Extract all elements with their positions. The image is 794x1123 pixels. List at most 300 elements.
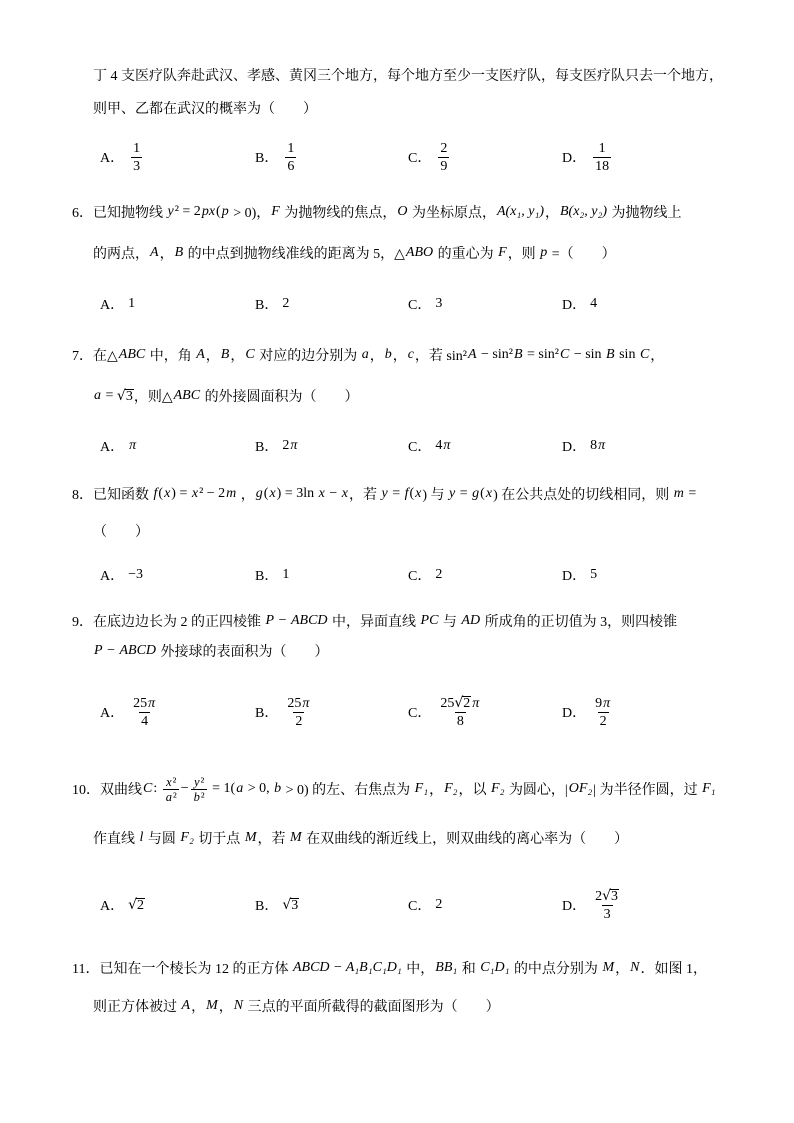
fraction-denominator <box>293 712 304 730</box>
text-run: ( <box>158 486 164 501</box>
option-value <box>590 567 597 583</box>
math-symbol: b <box>193 789 200 804</box>
option-label: B． <box>255 899 279 914</box>
option-value <box>590 296 597 312</box>
text-run: 2 <box>595 888 603 904</box>
fraction-denominator <box>602 905 613 923</box>
text-run: √ 3 <box>125 388 133 404</box>
text-run: = <box>388 486 404 501</box>
text-run: 中，角 <box>146 349 196 364</box>
math-symbol: M <box>244 830 257 845</box>
math-symbol: ABCD <box>119 643 157 658</box>
text-run: 9 <box>595 695 603 711</box>
text-run: 25 <box>287 695 302 711</box>
math-symbol: a <box>165 789 172 804</box>
math-symbol: A(x₁, y₁) <box>496 204 544 219</box>
text-run: ， <box>159 247 174 262</box>
math-symbol: C <box>639 347 650 362</box>
option-label: B． <box>255 706 279 721</box>
fraction <box>593 888 621 923</box>
option-value <box>128 140 145 175</box>
math-symbol: b <box>274 781 282 796</box>
radicand <box>610 889 619 904</box>
math-symbol: π <box>603 695 611 711</box>
text-run: ( <box>480 486 485 501</box>
option-label: A． <box>100 899 125 914</box>
question-line <box>93 519 149 543</box>
option-label: D． <box>562 569 587 584</box>
text-run: > 0) 的左、右焦点为 <box>282 783 414 798</box>
math-symbol: f <box>404 486 409 501</box>
option-value <box>282 296 289 312</box>
question-number: 8． <box>72 488 93 503</box>
question-line <box>72 200 682 224</box>
math-symbol: x <box>415 486 422 501</box>
fraction-numerator <box>163 775 178 789</box>
text-run: 2 <box>440 140 448 156</box>
text-run: 1 <box>282 567 290 582</box>
option-b <box>255 426 298 466</box>
options-row <box>0 284 794 324</box>
text-run: 3 <box>133 158 141 174</box>
text-run: 的外接圆面积为（ ） <box>201 390 359 405</box>
math-symbol: A <box>196 347 205 362</box>
option-value <box>435 140 452 175</box>
square-root <box>128 897 145 913</box>
text-run: > 0)， <box>229 206 271 221</box>
text-run: 与圆 <box>144 832 180 847</box>
text-run: − sin <box>570 347 606 362</box>
option-value <box>128 695 161 730</box>
text-run: =（ ） <box>548 247 616 262</box>
option-d <box>562 426 606 466</box>
math-symbol: PC <box>420 613 439 628</box>
math-symbol: x <box>318 486 325 501</box>
text-run: 6 <box>287 158 295 174</box>
text-run: （ ） <box>93 525 149 540</box>
math-symbol: ABCD <box>290 613 328 628</box>
question-line <box>72 956 707 980</box>
question-line <box>72 774 717 804</box>
text-run: ，若 sin² <box>414 349 467 364</box>
text-run: 的两点， <box>93 247 149 262</box>
text-run: 的重心为 <box>434 247 498 262</box>
option-a <box>100 284 135 324</box>
fraction-denominator <box>131 157 142 175</box>
fraction <box>163 775 179 804</box>
text-run: 在双曲线的渐近线上，则双曲线的离心率为（ ） <box>302 832 629 847</box>
math-symbol: p <box>540 245 548 260</box>
text-run: ( <box>216 204 221 219</box>
math-symbol: P <box>94 643 103 658</box>
text-run: ² <box>172 774 177 789</box>
text-run: ， <box>650 349 665 364</box>
fraction-denominator <box>593 157 611 175</box>
text-run: 4 <box>590 296 598 311</box>
math-symbol: y <box>193 774 200 789</box>
option-value <box>282 140 299 175</box>
fraction-denominator <box>598 712 609 730</box>
math-symbol: B <box>513 347 523 362</box>
math-symbol: F₁ <box>702 781 716 796</box>
text-run: : <box>153 781 161 796</box>
question-line <box>72 609 677 633</box>
question-line <box>93 241 616 265</box>
fraction <box>285 695 312 730</box>
text-run: − <box>325 486 341 501</box>
options-row <box>0 555 794 595</box>
option-value <box>128 438 137 454</box>
text-run: 3 <box>603 906 611 922</box>
square-root <box>117 388 134 404</box>
option-d <box>562 555 597 595</box>
math-symbol: x <box>341 486 348 501</box>
math-symbol: B <box>174 245 184 260</box>
option-label: B． <box>255 440 279 455</box>
text-run: 则甲、乙都在武汉的概率为（ ） <box>93 102 317 117</box>
math-symbol: F₂ <box>444 781 458 796</box>
fraction <box>131 695 158 730</box>
math-symbol: π <box>290 438 298 453</box>
question-line <box>72 343 664 367</box>
question-number: 6． <box>72 206 93 221</box>
option-value <box>435 438 451 454</box>
math-symbol: x <box>191 486 199 501</box>
option-label: C． <box>408 899 432 914</box>
option-label: D． <box>562 151 587 166</box>
option-label: A． <box>100 151 125 166</box>
text-run: 三点的平面所截得的截面图形为（ ） <box>244 1000 500 1015</box>
text-run: ，则 <box>507 247 540 262</box>
fraction-numerator <box>191 775 206 789</box>
text-run: ， <box>230 349 245 364</box>
square-root <box>282 897 299 913</box>
math-symbol: a <box>94 388 101 403</box>
fraction-numerator <box>593 888 621 905</box>
text-run: 双曲线 <box>100 783 142 798</box>
option-a <box>100 137 145 177</box>
text-run: 中， <box>402 962 435 977</box>
text-run: = 1( <box>208 781 236 796</box>
math-symbol: π <box>302 695 310 711</box>
text-run: 25 <box>440 695 455 711</box>
option-label: D． <box>562 899 587 914</box>
text-run: | 为半径作圆，过 <box>593 783 702 798</box>
text-run: ) = <box>171 486 191 501</box>
math-symbol: C <box>143 781 153 796</box>
option-a <box>100 555 143 595</box>
math-symbol: c <box>407 347 414 362</box>
fraction-denominator <box>455 712 466 730</box>
option-value <box>282 897 299 913</box>
math-symbol: C₁D₁ <box>480 960 510 975</box>
math-symbol: π <box>443 438 451 453</box>
text-run: − <box>275 613 290 628</box>
text-run: − <box>180 781 189 796</box>
fraction-numerator <box>593 695 613 712</box>
math-symbol: π <box>598 438 606 453</box>
text-run: − <box>103 643 119 658</box>
math-symbol: x <box>164 486 171 501</box>
options-row <box>0 692 794 732</box>
text-run: √ 2 <box>137 897 145 913</box>
question-line <box>93 826 628 850</box>
option-b <box>255 284 289 324</box>
text-run: 4 <box>141 713 149 729</box>
option-c <box>408 284 442 324</box>
text-run: √ 3 <box>611 888 619 904</box>
fraction-numerator <box>131 140 142 157</box>
text-run: > 0, <box>244 781 274 796</box>
text-run: ² − 2 <box>199 486 226 501</box>
math-symbol: x <box>485 486 493 501</box>
question-line <box>93 63 723 87</box>
text-run: − sin² <box>477 347 513 362</box>
radicand <box>290 898 299 913</box>
text-run: 2 <box>282 296 290 311</box>
text-run: 已知函数 <box>93 488 153 503</box>
text-run: ) 与 <box>422 488 449 503</box>
text-run: 2 <box>295 713 303 729</box>
option-b <box>255 555 289 595</box>
option-label: B． <box>255 569 279 584</box>
option-label: A． <box>100 298 125 313</box>
option-c <box>408 426 451 466</box>
text-run: ² <box>200 774 205 789</box>
radicand <box>136 898 145 913</box>
option-b <box>255 137 299 177</box>
option-value <box>590 695 616 730</box>
text-run: ² <box>172 789 177 804</box>
question-line <box>93 994 500 1018</box>
option-value <box>435 695 485 730</box>
text-run: 为坐标原点， <box>408 206 496 221</box>
math-symbol: BB₁ <box>435 960 458 975</box>
option-c <box>408 137 452 177</box>
text-run: ．如图 1， <box>640 962 707 977</box>
text-run: = <box>102 388 117 403</box>
option-d <box>562 284 597 324</box>
text-run: 为圆心，| <box>505 783 568 798</box>
text-run: √ 3 <box>291 897 299 913</box>
math-symbol: B <box>220 347 230 362</box>
math-symbol: g <box>472 486 480 501</box>
text-run: 在底边边长为 2 的正四棱锥 <box>93 615 265 630</box>
math-symbol: N <box>630 960 640 975</box>
math-symbol: a <box>361 347 369 362</box>
math-symbol: P <box>265 613 275 628</box>
math-symbol: ABO <box>405 245 434 260</box>
options-row <box>0 137 794 177</box>
text-run: 8 <box>590 438 598 453</box>
math-symbol: π <box>472 695 480 711</box>
option-label: B． <box>255 298 279 313</box>
text-run: 1 <box>598 140 606 156</box>
math-symbol: C <box>559 347 570 362</box>
text-run: 9 <box>440 158 448 174</box>
question-line <box>93 384 359 408</box>
text-run: = <box>456 486 472 501</box>
option-value <box>590 140 614 175</box>
math-symbol: OF₂ <box>568 781 593 796</box>
square-root <box>602 888 619 905</box>
math-symbol: g <box>255 486 263 501</box>
text-run: ) = 3ln <box>276 486 318 501</box>
text-run: ， <box>369 349 384 364</box>
options-row <box>0 885 794 925</box>
text-run: ，则△ <box>133 390 173 405</box>
question-line <box>93 639 329 663</box>
text-run: ² = 2 <box>174 204 201 219</box>
fraction <box>438 695 482 730</box>
text-run: ，以 <box>458 783 491 798</box>
math-symbol: y <box>167 204 174 219</box>
option-b <box>255 692 315 732</box>
text-run: ) 在公共点处的切线相同，则 <box>493 488 673 503</box>
option-label: C． <box>408 706 432 721</box>
fraction <box>593 695 613 730</box>
text-run: 已知在一个棱长为 12 的正方体 <box>99 962 292 977</box>
option-d <box>562 885 624 925</box>
text-run: 2 <box>282 438 290 453</box>
fraction-denominator <box>163 789 179 804</box>
text-run: 4 <box>435 438 443 453</box>
option-label: A． <box>100 569 125 584</box>
option-value <box>435 296 442 312</box>
option-value <box>282 438 298 454</box>
math-symbol: m <box>673 486 684 501</box>
radicand <box>125 389 134 404</box>
text-run: −3 <box>128 567 144 582</box>
text-run: 和 <box>458 962 480 977</box>
option-label: C． <box>408 151 432 166</box>
option-value <box>282 567 289 583</box>
text-run: ² <box>200 789 205 804</box>
fraction-numerator <box>597 140 608 157</box>
option-value <box>282 695 315 730</box>
math-symbol: F <box>271 204 280 219</box>
text-run: ， <box>615 962 630 977</box>
math-symbol: B(x₂, y₂) <box>560 204 608 219</box>
option-value <box>590 438 606 454</box>
option-label: D． <box>562 706 587 721</box>
math-symbol: m <box>226 486 237 501</box>
fraction <box>593 140 611 175</box>
math-symbol: π <box>129 438 137 453</box>
text-run: ，若 <box>348 488 381 503</box>
math-symbol: C <box>245 347 255 362</box>
math-symbol: F₂ <box>180 830 194 845</box>
fraction-denominator <box>139 712 150 730</box>
math-symbol: y <box>381 486 388 501</box>
option-label: D． <box>562 298 587 313</box>
math-symbol: ABC <box>173 388 201 403</box>
math-symbol: N <box>233 998 244 1013</box>
text-run: 5 <box>590 567 598 582</box>
math-symbol: x <box>166 774 172 789</box>
text-run: 1 <box>287 140 295 156</box>
text-run: 2 <box>435 567 443 582</box>
text-run: 2 <box>599 713 607 729</box>
math-symbol: ABCD − A₁B₁C₁D₁ <box>292 960 402 975</box>
fraction-denominator <box>285 157 296 175</box>
option-value <box>128 897 145 913</box>
text-run: 的中点分别为 <box>510 962 602 977</box>
math-symbol: A <box>467 347 477 362</box>
option-value <box>590 888 624 923</box>
option-label: C． <box>408 569 432 584</box>
fraction <box>285 140 296 175</box>
option-label: A． <box>100 706 125 721</box>
text-run: sin <box>615 347 639 362</box>
option-d <box>562 137 614 177</box>
question-line <box>93 96 317 120</box>
question-number: 11． <box>72 962 100 977</box>
text-run: ( <box>409 486 415 501</box>
option-a <box>100 885 145 925</box>
text-run: ，若 <box>257 832 289 847</box>
text-run: ， <box>205 349 220 364</box>
text-run: 已知抛物线 <box>93 206 167 221</box>
text-run: ， <box>392 349 407 364</box>
text-run: 1 <box>133 140 141 156</box>
fraction <box>191 775 207 804</box>
math-symbol: a <box>236 781 244 796</box>
option-label: A． <box>100 440 125 455</box>
option-value <box>128 296 135 312</box>
text-run: ， <box>545 206 559 221</box>
text-run: 在△ <box>93 349 118 364</box>
question-number: 9． <box>72 615 93 630</box>
text-run: 丁 4 支医疗队奔赴武汉、孝感、黄冈三个地方，每个地方至少一支医疗队，每支医疗队只去一个地方， <box>93 69 723 84</box>
text-run: 则正方体被过 <box>93 1000 181 1015</box>
text-run: 的中点到抛物线准线的距离为 5，△ <box>184 247 405 262</box>
text-run: ， <box>191 1000 206 1015</box>
math-symbol: y <box>449 486 456 501</box>
text-run: = sin² <box>523 347 559 362</box>
text-run: = <box>684 486 697 501</box>
option-c <box>408 692 485 732</box>
math-symbol: F₁ <box>414 781 429 796</box>
math-symbol: F <box>498 245 507 260</box>
text-run: 中，异面直线 <box>328 615 420 630</box>
fraction-numerator <box>131 695 158 712</box>
text-run: 作直线 <box>93 832 139 847</box>
math-symbol: A <box>150 245 159 260</box>
option-label: C． <box>408 298 432 313</box>
text-run: ， <box>218 1000 233 1015</box>
text-run: 2 <box>435 897 443 912</box>
radicand <box>462 696 471 711</box>
fraction-numerator <box>285 140 296 157</box>
option-value <box>435 897 442 913</box>
math-symbol: l <box>139 830 144 845</box>
math-symbol: F₂ <box>491 781 505 796</box>
options-row <box>0 426 794 466</box>
math-symbol: B <box>606 347 615 362</box>
text-run: 3 <box>435 296 443 311</box>
text-run: 为抛物线的焦点， <box>280 206 397 221</box>
option-a <box>100 426 137 466</box>
math-symbol: M <box>206 998 218 1013</box>
option-b <box>255 885 299 925</box>
fraction-denominator <box>191 789 207 804</box>
text-run: 18 <box>595 158 610 174</box>
text-run: √ 2 <box>463 695 471 711</box>
text-run: 切于点 <box>194 832 244 847</box>
math-symbol: M <box>289 830 302 845</box>
text-run: 所成角的正切值为 3，则四棱锥 <box>481 615 678 630</box>
